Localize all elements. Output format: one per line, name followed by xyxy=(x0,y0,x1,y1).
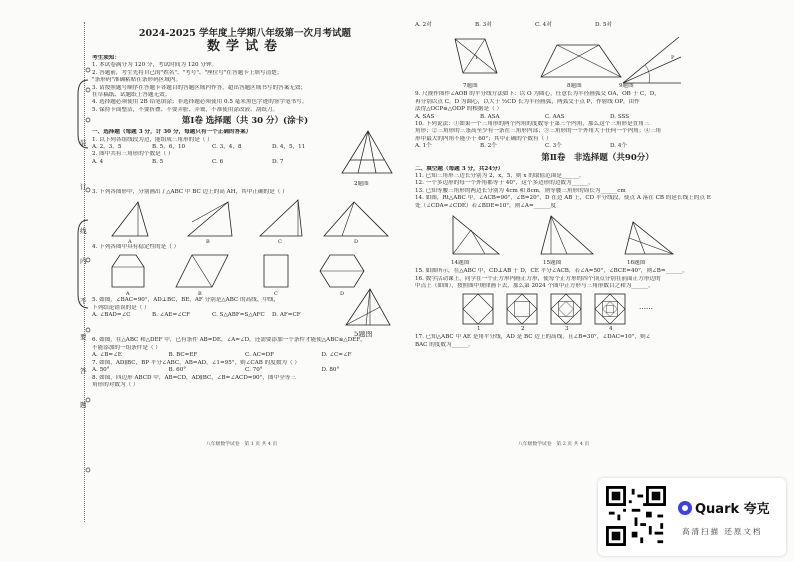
option: C. 6 xyxy=(212,158,224,165)
question-1: 1. 以下列各组线段为边，能组成三角形的是（ ） xyxy=(92,136,213,143)
notice-line: 3. 请按照题号顺序在答题卡各题目的答题区域内作答，超出答题区域书写的答案无效； xyxy=(92,84,307,91)
binding-char: 线 xyxy=(80,227,87,235)
q1-q2-block xyxy=(92,137,398,189)
q5-figure-label: 5题图 xyxy=(354,331,373,339)
svg-text:C: C xyxy=(274,291,278,298)
quark-brand xyxy=(678,498,770,517)
option: B. 3对 xyxy=(475,22,492,28)
notice-line: "条形码"准确粘贴在条形码区域内。 xyxy=(92,77,182,84)
option: C. AAS xyxy=(545,113,565,120)
option: B. ASA xyxy=(480,113,500,120)
question-1-options xyxy=(92,144,332,151)
q16-ellipsis: …… xyxy=(639,304,653,312)
option: A. 50° xyxy=(92,367,110,374)
binding-char: 内 xyxy=(80,257,87,265)
fig14-label: 14题图 xyxy=(451,260,470,267)
part2-heading: 第Ⅱ卷 非选择题（共90分） xyxy=(541,152,654,163)
quark-logo-icon xyxy=(678,501,692,515)
option: A. 4 xyxy=(92,158,104,165)
question-13: 13. 已知等腰三角形的两边长分别为 4cm 和 8cm，则等腰三角形的周长为______cm xyxy=(415,187,626,194)
exam-subject: 数学试卷 xyxy=(206,39,283,54)
question-8b: 角形的对数为（ ） xyxy=(92,381,139,388)
page-1 xyxy=(92,22,398,389)
qr-code-icon xyxy=(606,486,666,546)
binding-char: 答 xyxy=(80,367,87,375)
figures-7-8-9 xyxy=(415,29,780,91)
option: B. 2个 xyxy=(480,143,497,150)
svg-text:D: D xyxy=(340,291,345,298)
svg-text:B: B xyxy=(206,239,210,245)
fig7-label: 7题图 xyxy=(463,83,478,90)
svg-text:P: P xyxy=(671,55,675,62)
q16-label: 4 xyxy=(609,326,613,333)
option: C. 4对 xyxy=(535,22,552,28)
question-11: 11. 已知三角形三边长分别为 2，x，5，则 x 的取值范围是______。 xyxy=(415,173,585,180)
option: B. 5，6，10 xyxy=(152,144,186,151)
option: D. 5对 xyxy=(595,22,612,28)
option: B. ∠AE=∠CF xyxy=(152,312,191,319)
option: A. 1个 xyxy=(415,143,432,150)
option: D. ∠C=∠F xyxy=(321,352,352,359)
option: D. 80° xyxy=(321,367,340,374)
option: D. 7 xyxy=(272,158,284,165)
q3-figures xyxy=(92,196,398,244)
q16-label: 1 xyxy=(477,326,481,333)
notice-line: 1. 本试卷满分为 120 分，考试时间为 120 分钟。 xyxy=(92,62,218,69)
notice-heading: 考生须知： xyxy=(92,55,120,61)
question-2-options xyxy=(92,159,332,166)
question-16b: 中点上（如图），按照图中规律画下去，那么第 2024 个图中正方形与三角形数目之和为______。 xyxy=(415,282,654,289)
binding-char: 订 xyxy=(80,183,87,191)
option: C. S△ABF=S△AFC xyxy=(212,312,265,319)
question-6-options xyxy=(92,352,398,359)
part1-subheading: 一、选择题（每题 3 分，计 30 分，每题只有一个正确的答案） xyxy=(92,129,252,136)
binding-char: 要 xyxy=(80,333,87,341)
question-9: 9. 尺规作图作∠AOB 的平分线方法如下：以 O 为圆心，任意长为半径画弧交 OA，OB 于 C，D， xyxy=(415,91,660,98)
part1-heading: 第Ⅰ卷 选择题（共 30 分）(涂卡) xyxy=(181,116,309,127)
question-5b: 下列结论错误的是（ ） xyxy=(92,304,150,311)
svg-text:C: C xyxy=(278,239,282,245)
page-2-footer: 八年级数学试卷 第 2 页 共 4 页 xyxy=(518,442,590,447)
fig7 xyxy=(445,33,505,85)
q2-figure xyxy=(336,127,396,185)
question-12: 12. 一个多边形的每一个外角都等于 40°，这个多边形的边数为______。 xyxy=(415,180,594,187)
q5-block xyxy=(92,297,398,337)
figures-14-15-16 xyxy=(415,210,780,268)
question-10-options xyxy=(415,143,675,150)
option: D. 4，5，11 xyxy=(272,144,306,151)
exam-title: 2024-2025 学年度上学期八年级第一次月考试题 xyxy=(138,28,352,39)
question-9b: 再分别以点 C，D 为圆心，以大于 ½CD 长为半径画弧，两弧交于点 P，作射线 OP，由作 xyxy=(415,98,640,105)
question-8-options xyxy=(415,22,655,29)
option: A. SAS xyxy=(415,113,435,120)
q16-label: 2 xyxy=(521,326,525,333)
fig15-label: 15题图 xyxy=(543,260,562,267)
question-9-options xyxy=(415,114,675,121)
option: B. 60° xyxy=(168,367,187,374)
option: A. ∠B=∠E xyxy=(92,352,122,359)
notice-line: 2. 答题前，考生先将自己的"姓名"、"考号"、"座位号"在答题卡上填写清楚； xyxy=(92,69,283,76)
svg-text:A: A xyxy=(128,239,132,245)
question-5-options xyxy=(92,312,332,319)
option: B. 5 xyxy=(152,158,164,165)
q5-figure xyxy=(340,285,396,333)
option: D. AF=CF xyxy=(272,312,301,319)
question-14b: 处（∠CDA=∠CDE）若∠BDE=10°，则∠A=______度 xyxy=(415,202,557,209)
question-10c: 形中最大的内角不能小于 60°；其中正确的个数有（ ） xyxy=(415,135,552,142)
fig16-label: 16题图 xyxy=(627,260,646,267)
q16-squares xyxy=(461,292,631,326)
quark-slogan: 高清扫描 还原文档 xyxy=(682,527,763,536)
binding-char: 题 xyxy=(80,401,87,409)
notice-line: 4. 选择题必须使用 2B 铅笔填涂；非选择题必须使用 0.5 毫米黑色字迹的签字笔书写。 xyxy=(92,99,308,106)
option: C. 3，4，8 xyxy=(212,144,242,151)
fig8-label: 8题图 xyxy=(567,83,582,90)
question-6b: 不能添加的一组条件是（ ） xyxy=(92,344,161,351)
option: C. 3个 xyxy=(545,143,562,150)
question-10: 10. 下列说法：①如果一个三角形的两个内角的度数等于第三个内角，那么这个三角形是直角三 xyxy=(415,121,650,128)
option: A. 2对 xyxy=(415,22,432,28)
question-2: 2. 图中共有三角形的个数是（ ） xyxy=(92,151,174,158)
fig15 xyxy=(537,212,597,260)
page-1-footer: 八年级数学试卷 第 1 页 共 4 页 xyxy=(206,442,278,447)
question-5: 5. 如图，∠BAC=90°，AD⊥BC，BE、AF 分别是△ABC 的高线、中线， xyxy=(92,297,280,304)
question-7: 7. 如图，AD∥BC，BP 平分∠ABC，AB=AD，∠1=95°，则∠CAB 的度数为（ ） xyxy=(92,359,300,366)
binding-char: 装 xyxy=(80,139,87,147)
option: A. 2，3，5 xyxy=(92,144,122,151)
q2-figure-label: 2题图 xyxy=(354,180,369,187)
option: D. 4个 xyxy=(610,143,627,150)
question-10b: 角形；②三角形的三条高至少有一条在三角形内部；③三角形的一个外角大于任何一个内角；④三角 xyxy=(415,128,662,135)
question-4: 4. 下列各图中具有稳定性的是（ ） xyxy=(92,244,180,251)
question-17b: BAC 的度数为______。 xyxy=(415,341,474,348)
page-2 xyxy=(415,22,780,349)
question-3: 3. 下列各图形中，分别画出了△ABC 中 BC 边上的高 AH，其中正确的是（ ） xyxy=(92,188,288,195)
svg-text:D: D xyxy=(354,239,359,245)
binding-char: 不 xyxy=(80,297,87,305)
svg-text:B: B xyxy=(198,291,202,298)
question-14: 14. 如图，Rt△ABC 中，∠ACB=90°，∠B=20°，D 在边 AB 上，CD 平分线段，使点 A 落在 CB 的延长线上的点 E xyxy=(415,195,711,202)
fig9-label: 9题图 xyxy=(619,83,634,90)
question-8: 8. 如图，四边形 ABCD 中，AB=CD，AD∥BC，∠B=∠ACD=90°，图中全等三 xyxy=(92,374,296,381)
notice-line: 5. 保持卡面整洁，不要折叠、不要弄脏、弄皱，不准使用涂改液、刮纸刀。 xyxy=(92,106,279,113)
question-7-options xyxy=(92,367,398,374)
option: D. SSS xyxy=(610,113,630,120)
fig14 xyxy=(445,212,505,260)
question-6: 6. 如图，在△ABC 和△DEF 中，已有条件 AB=DE，∠A=∠D，还需要添加一个条件才能使△ABC≌△DEF， xyxy=(92,337,366,344)
part2-subheading: 二、填空题（每题 3 分，共24分） xyxy=(415,165,504,172)
fig8 xyxy=(537,39,627,83)
quark-watermark xyxy=(598,478,786,556)
option: C. AC=DF xyxy=(245,352,275,359)
option: B. BC=EF xyxy=(168,352,198,359)
q16-pattern xyxy=(415,290,780,334)
question-9c: 法得△OCP≌△ODP 的根据是（ ） xyxy=(415,106,503,113)
svg-text:1: 1 xyxy=(475,55,479,62)
option: C. 70° xyxy=(245,367,263,374)
question-16: 16. 数学活动课上，同学在一个正方形内画正方形，使每个正方形的四个顶点分别在前面正方形边的 xyxy=(415,275,661,282)
svg-text:A: A xyxy=(126,291,130,298)
question-15: 15. 如图所示，在△ABC 中，CD⊥AB 于 D，CE 平分∠ACB，若∠A=50°，∠BCE=40°，则∠B=______。 xyxy=(415,268,688,275)
option: A. ∠BAD=∠C xyxy=(92,312,131,319)
q16-label: 3 xyxy=(565,326,569,333)
fig9 xyxy=(615,29,685,89)
quark-brand-text: Quark 夸克 xyxy=(695,502,770,517)
notice-line: 在草稿纸、试题纸上答题无效。 xyxy=(92,92,171,99)
question-17: 17. 已知△ABC 中 AE 是角平分线，AD 是 BC 边上的高线，且∠B=30°，∠DAC=10°，则∠ xyxy=(415,334,651,341)
fig16 xyxy=(619,212,679,260)
